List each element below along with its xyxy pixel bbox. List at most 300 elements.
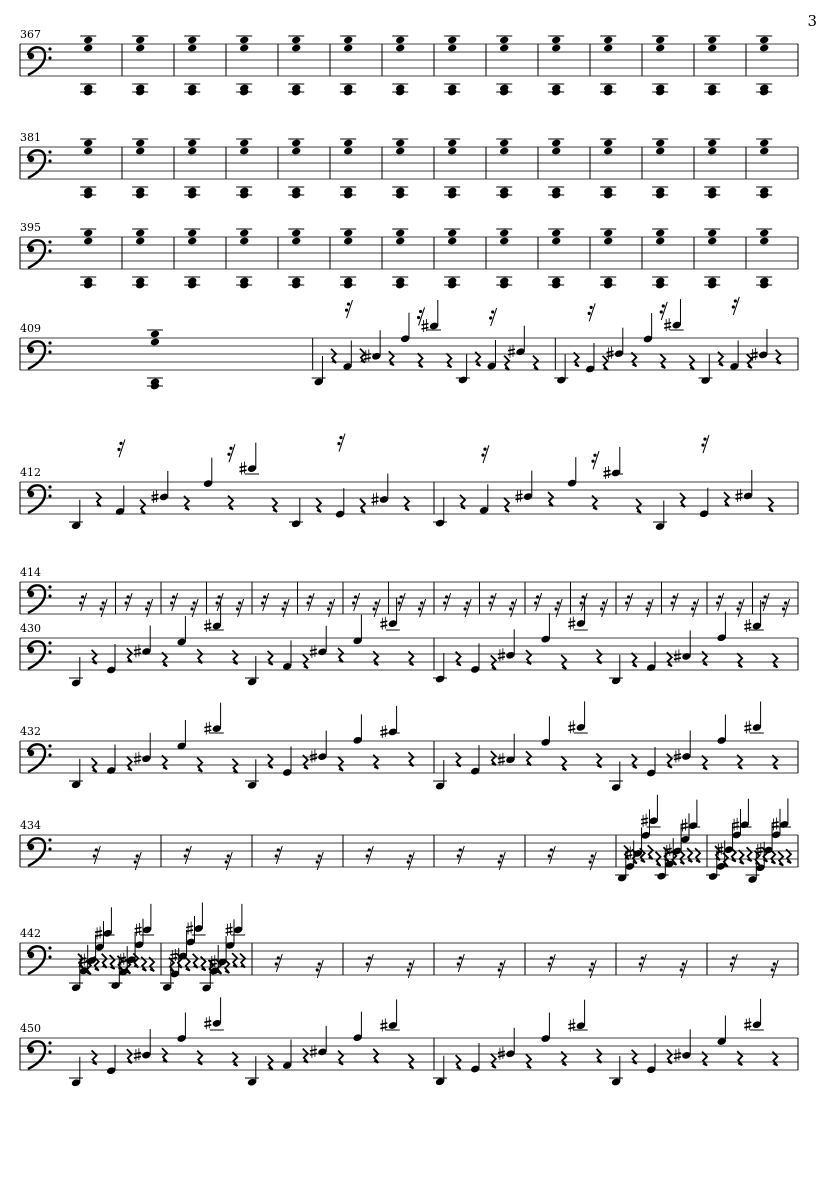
rest-flag-dot	[407, 860, 410, 863]
rest-flag-dot	[489, 316, 492, 319]
rest-flag-dot	[172, 595, 175, 598]
bass-clef	[28, 150, 45, 178]
notehead	[150, 338, 160, 347]
rest-flag-dot	[459, 956, 462, 959]
sharp-sign	[310, 653, 317, 655]
bass-clef	[28, 1047, 34, 1053]
rest-flag-dot	[275, 854, 278, 857]
quarter-rest	[338, 757, 343, 771]
notehead	[395, 229, 405, 238]
rest-flag-dot	[119, 442, 122, 445]
quarter-rest	[648, 845, 653, 859]
quarter-rest	[526, 751, 531, 765]
bass-clef	[48, 1041, 51, 1044]
rest-flag-dot	[639, 962, 642, 965]
quarter-rest	[331, 349, 336, 363]
rest-flag-dot	[318, 962, 321, 965]
notehead	[239, 139, 249, 148]
notehead	[499, 44, 509, 53]
quarter-rest	[504, 498, 509, 512]
quarter-rest	[169, 958, 174, 972]
rest-flag-dot	[186, 848, 189, 851]
notehead	[707, 44, 717, 53]
quarter-rest	[491, 655, 496, 669]
rest-flag-dot	[498, 968, 501, 971]
quarter-rest	[389, 351, 394, 365]
sharp-sign	[641, 822, 648, 824]
notehead	[291, 237, 301, 246]
rest-flag-dot	[418, 607, 421, 610]
rest-flag-dot	[225, 860, 228, 863]
quarter-rest	[667, 652, 672, 666]
rest-flag-dot	[580, 601, 583, 604]
notehead	[135, 36, 145, 45]
rest-flag-dot	[641, 956, 644, 959]
bass-clef	[28, 491, 34, 497]
rest-flag-dot	[764, 595, 767, 598]
notehead	[343, 139, 353, 148]
rest-flag-dot	[366, 854, 369, 857]
bass-clef	[48, 744, 51, 747]
sharp-sign	[568, 625, 575, 627]
sharp-sign	[119, 961, 126, 963]
rest-flag-dot	[238, 601, 241, 604]
bass-clef	[28, 53, 34, 59]
notehead	[499, 36, 509, 45]
sharp-sign	[508, 349, 515, 351]
notehead	[239, 237, 249, 246]
quarter-rest	[561, 756, 566, 770]
quarter-rest	[162, 755, 167, 769]
notehead	[395, 237, 405, 246]
sharp-sign	[170, 954, 177, 956]
quarter-rest	[446, 353, 451, 367]
sharp-sign	[674, 754, 681, 756]
sharp-sign	[568, 725, 575, 727]
rest-flag-dot	[662, 304, 665, 307]
notehead	[759, 229, 769, 238]
rest-flag-dot	[489, 601, 492, 604]
sharp-sign	[568, 1023, 575, 1025]
system-number: 367	[20, 28, 41, 41]
quarter-rest	[526, 1054, 531, 1068]
rest-flag-dot	[648, 601, 651, 604]
notehead	[759, 44, 769, 53]
sharp-sign	[380, 1027, 387, 1029]
rest-flag-dot	[691, 607, 694, 610]
rest-flag-dot	[511, 601, 514, 604]
rest-flag-dot	[134, 860, 137, 863]
notehead	[83, 44, 93, 53]
notehead	[551, 229, 561, 238]
sharp-sign	[568, 729, 575, 731]
rest-flag-dot	[459, 848, 462, 851]
rest-flag-dot	[784, 601, 787, 604]
sharp-sign	[240, 470, 247, 472]
rest-flag-dot	[591, 460, 594, 463]
notehead	[135, 229, 145, 238]
notehead	[135, 147, 145, 156]
rest-flag-dot	[682, 962, 685, 965]
sharp-sign	[674, 658, 681, 660]
sharp-sign	[607, 351, 614, 353]
quarter-rest	[596, 1049, 601, 1063]
bass-clef	[28, 647, 34, 653]
rest-flag-dot	[491, 310, 494, 313]
notehead	[551, 237, 561, 246]
rest-flag-dot	[732, 956, 735, 959]
notehead	[603, 139, 613, 148]
rest-flag-dot	[316, 968, 319, 971]
notehead	[655, 139, 665, 148]
sharp-sign	[736, 493, 743, 495]
rest-flag-dot	[734, 299, 737, 302]
notehead	[135, 237, 145, 246]
rest-flag-dot	[339, 436, 342, 439]
sharp-sign	[210, 959, 217, 961]
quarter-rest	[695, 848, 700, 862]
notehead	[759, 147, 769, 156]
system-number: 434	[20, 819, 41, 832]
notehead	[150, 330, 160, 339]
bass-clef	[28, 744, 45, 772]
sharp-sign	[665, 852, 672, 854]
sharp-sign	[744, 1026, 751, 1028]
quarter-rest	[197, 1051, 202, 1065]
notehead	[447, 237, 457, 246]
system-number: 450	[20, 1022, 41, 1035]
rest-flag-dot	[216, 601, 219, 604]
sharp-sign	[310, 758, 317, 760]
system-number: 432	[20, 725, 41, 738]
notehead	[135, 139, 145, 148]
sharp-sign	[516, 494, 523, 496]
quarter-rest	[127, 1049, 132, 1063]
sharp-sign	[664, 327, 671, 329]
quarter-rest	[303, 654, 308, 668]
rest-flag-dot	[229, 447, 232, 450]
rest-flag-dot	[125, 601, 128, 604]
rest-flag-dot	[739, 601, 742, 604]
notehead	[655, 147, 665, 156]
rest-flag-dot	[550, 848, 553, 851]
rest-flag-dot	[117, 448, 120, 451]
quarter-rest	[737, 1051, 742, 1065]
quarter-rest	[338, 648, 343, 662]
quarter-rest	[268, 651, 273, 665]
sharp-sign	[310, 1053, 317, 1055]
rest-flag-dot	[500, 962, 503, 965]
quarter-rest	[737, 653, 742, 667]
rest-flag-dot	[409, 854, 412, 857]
quarter-rest	[240, 954, 245, 968]
rest-flag-dot	[227, 854, 230, 857]
sharp-sign	[756, 852, 763, 854]
rest-flag-dot	[703, 437, 706, 440]
rest-flag-dot	[95, 848, 98, 851]
bass-clef	[48, 249, 51, 252]
sharp-sign	[204, 623, 211, 625]
system-number: 395	[20, 221, 41, 234]
quarter-rest	[491, 1054, 496, 1068]
notehead	[655, 229, 665, 238]
quarter-rest	[316, 498, 321, 512]
quarter-rest	[739, 850, 744, 864]
sharp-sign	[204, 1025, 211, 1027]
rest-flag-dot	[673, 595, 676, 598]
notehead	[759, 139, 769, 148]
bass-clef	[28, 341, 45, 369]
rest-flag-dot	[79, 601, 82, 604]
rest-flag-dot	[483, 448, 486, 451]
quarter-rest	[702, 651, 707, 665]
quarter-rest	[768, 498, 773, 512]
sharp-sign	[310, 649, 317, 651]
quarter-rest	[772, 653, 777, 667]
quarter-rest	[574, 352, 579, 366]
rest-flag-dot	[354, 595, 357, 598]
notehead	[395, 147, 405, 156]
rest-flag-dot	[660, 310, 663, 313]
notehead	[499, 139, 509, 148]
notehead	[83, 139, 93, 148]
notehead	[447, 36, 457, 45]
bass-clef	[28, 240, 45, 268]
notehead	[707, 237, 717, 246]
rest-flag-dot	[589, 860, 592, 863]
notehead	[83, 36, 93, 45]
rest-flag-dot	[127, 595, 130, 598]
rest-flag-dot	[589, 968, 592, 971]
rest-flag-dot	[191, 607, 194, 610]
sharp-sign	[751, 356, 758, 358]
notehead	[707, 36, 717, 45]
quarter-rest	[689, 355, 694, 369]
quarter-rest	[303, 1049, 308, 1063]
notehead	[187, 237, 197, 246]
bass-clef	[48, 47, 51, 50]
rest-flag-dot	[464, 607, 467, 610]
quarter-rest	[373, 651, 378, 665]
rest-flag-dot	[782, 607, 785, 610]
quarter-rest	[418, 353, 423, 367]
bass-clef	[28, 952, 34, 958]
quarter-rest	[631, 352, 636, 366]
quarter-rest	[632, 653, 637, 667]
rest-flag-dot	[100, 607, 103, 610]
quarter-rest	[232, 759, 237, 773]
notehead	[187, 229, 197, 238]
rest-flag-dot	[718, 595, 721, 598]
rest-flag-dot	[732, 305, 735, 308]
quarter-rest	[660, 354, 665, 368]
quarter-rest	[404, 496, 409, 510]
notehead	[291, 229, 301, 238]
rest-flag-dot	[593, 454, 596, 457]
sharp-sign	[364, 358, 371, 360]
sharp-sign	[604, 470, 611, 472]
quarter-rest	[533, 356, 538, 370]
notehead	[603, 44, 613, 53]
rest-flag-dot	[366, 962, 369, 965]
notehead	[499, 147, 509, 156]
sharp-sign	[210, 963, 217, 965]
quarter-rest	[460, 495, 465, 509]
notehead	[603, 229, 613, 238]
quarter-rest	[338, 1051, 343, 1065]
bass-clef	[28, 485, 45, 513]
quarter-rest	[127, 648, 132, 662]
quarter-rest	[140, 500, 145, 514]
quarter-rest	[197, 649, 202, 663]
rest-flag-dot	[600, 607, 603, 610]
system-number: 409	[20, 322, 41, 335]
quarter-rest	[747, 354, 752, 368]
rest-flag-dot	[548, 962, 551, 965]
sharp-sign	[744, 729, 751, 731]
bass-clef	[48, 641, 51, 644]
sharp-sign	[422, 323, 429, 325]
notehead	[239, 44, 249, 53]
sharp-sign	[498, 761, 505, 763]
quarter-rest	[596, 649, 601, 663]
rest-flag-dot	[491, 595, 494, 598]
quarter-rest	[268, 1056, 273, 1070]
quarter-rest	[232, 953, 237, 967]
sharp-sign	[681, 823, 688, 825]
rest-flag-dot	[407, 968, 410, 971]
sharp-sign	[135, 931, 142, 933]
bass-clef	[28, 246, 34, 252]
sharp-sign	[204, 627, 211, 629]
rest-flag-dot	[646, 607, 649, 610]
rest-flag-dot	[680, 968, 683, 971]
rest-flag-dot	[347, 303, 350, 306]
notehead	[551, 147, 561, 156]
bass-clef	[28, 946, 45, 974]
rest-flag-dot	[329, 601, 332, 604]
notehead	[291, 36, 301, 45]
rest-flag-dot	[409, 962, 412, 965]
notehead	[447, 139, 457, 148]
sharp-sign	[134, 760, 141, 762]
sharp-sign	[380, 625, 387, 627]
rest-flag-dot	[145, 607, 148, 610]
notehead	[187, 44, 197, 53]
rest-flag-dot	[284, 601, 287, 604]
rest-flag-dot	[536, 595, 539, 598]
rest-flag-dot	[93, 854, 96, 857]
notehead	[291, 147, 301, 156]
sharp-sign	[664, 323, 671, 325]
sharp-sign	[95, 935, 102, 937]
bass-clef	[48, 494, 51, 497]
rest-flag-dot	[147, 601, 150, 604]
quarter-rest	[561, 1051, 566, 1065]
notehead	[239, 147, 249, 156]
bass-clef	[48, 847, 51, 850]
notehead	[655, 237, 665, 246]
notehead	[83, 147, 93, 156]
notehead	[343, 36, 353, 45]
notehead	[603, 147, 613, 156]
quarter-rest	[272, 498, 277, 512]
sharp-sign	[372, 501, 379, 503]
sharp-sign	[568, 1027, 575, 1029]
bass-clef	[28, 838, 45, 866]
sharp-sign	[744, 627, 751, 629]
sharp-sign	[681, 827, 688, 829]
rest-flag-dot	[316, 860, 319, 863]
rest-flag-dot	[261, 601, 264, 604]
quarter-rest	[603, 356, 608, 370]
rest-flag-dot	[550, 956, 553, 959]
sharp-sign	[204, 730, 211, 732]
sharp-sign	[380, 733, 387, 735]
rest-flag-dot	[730, 962, 733, 965]
sharp-sign	[508, 353, 515, 355]
quarter-rest	[632, 754, 637, 768]
rest-flag-dot	[555, 607, 558, 610]
notehead	[83, 229, 93, 238]
rest-flag-dot	[591, 962, 594, 965]
rest-flag-dot	[466, 601, 469, 604]
rest-flag-dot	[771, 968, 774, 971]
bass-clef	[48, 485, 51, 488]
rest-flag-dot	[557, 601, 560, 604]
bass-clef	[48, 341, 51, 344]
bass-clef	[28, 641, 45, 669]
sharp-sign	[422, 327, 429, 329]
rest-flag-dot	[590, 306, 593, 309]
rest-flag-dot	[373, 607, 376, 610]
notehead	[187, 36, 197, 45]
system-number: 442	[20, 927, 41, 940]
bass-clef	[48, 240, 51, 243]
bass-clef	[48, 946, 51, 949]
sharp-sign	[310, 754, 317, 756]
notehead	[759, 237, 769, 246]
rest-flag-dot	[588, 312, 591, 315]
rest-flag-dot	[170, 601, 173, 604]
sharp-sign	[135, 927, 142, 929]
sharp-sign	[607, 355, 614, 357]
sharp-sign	[186, 926, 193, 928]
rest-flag-dot	[481, 454, 484, 457]
sharp-sign	[732, 826, 739, 828]
sharp-sign	[240, 466, 247, 468]
sharp-sign	[772, 822, 779, 824]
notehead	[499, 237, 509, 246]
rest-flag-dot	[263, 595, 266, 598]
bass-clef	[28, 844, 34, 850]
notehead	[395, 36, 405, 45]
sharp-sign	[498, 757, 505, 759]
notehead	[395, 139, 405, 148]
rest-flag-dot	[419, 310, 422, 313]
rest-flag-dot	[417, 316, 420, 319]
rest-flag-dot	[352, 601, 355, 604]
bass-clef	[28, 47, 45, 75]
sharp-sign	[674, 758, 681, 760]
rest-flag-dot	[236, 607, 239, 610]
rest-flag-dot	[591, 854, 594, 857]
quarter-rest	[491, 751, 496, 765]
sharp-sign	[674, 1057, 681, 1059]
notehead	[655, 44, 665, 53]
quarter-rest	[724, 492, 729, 506]
quarter-rest	[162, 1048, 167, 1062]
